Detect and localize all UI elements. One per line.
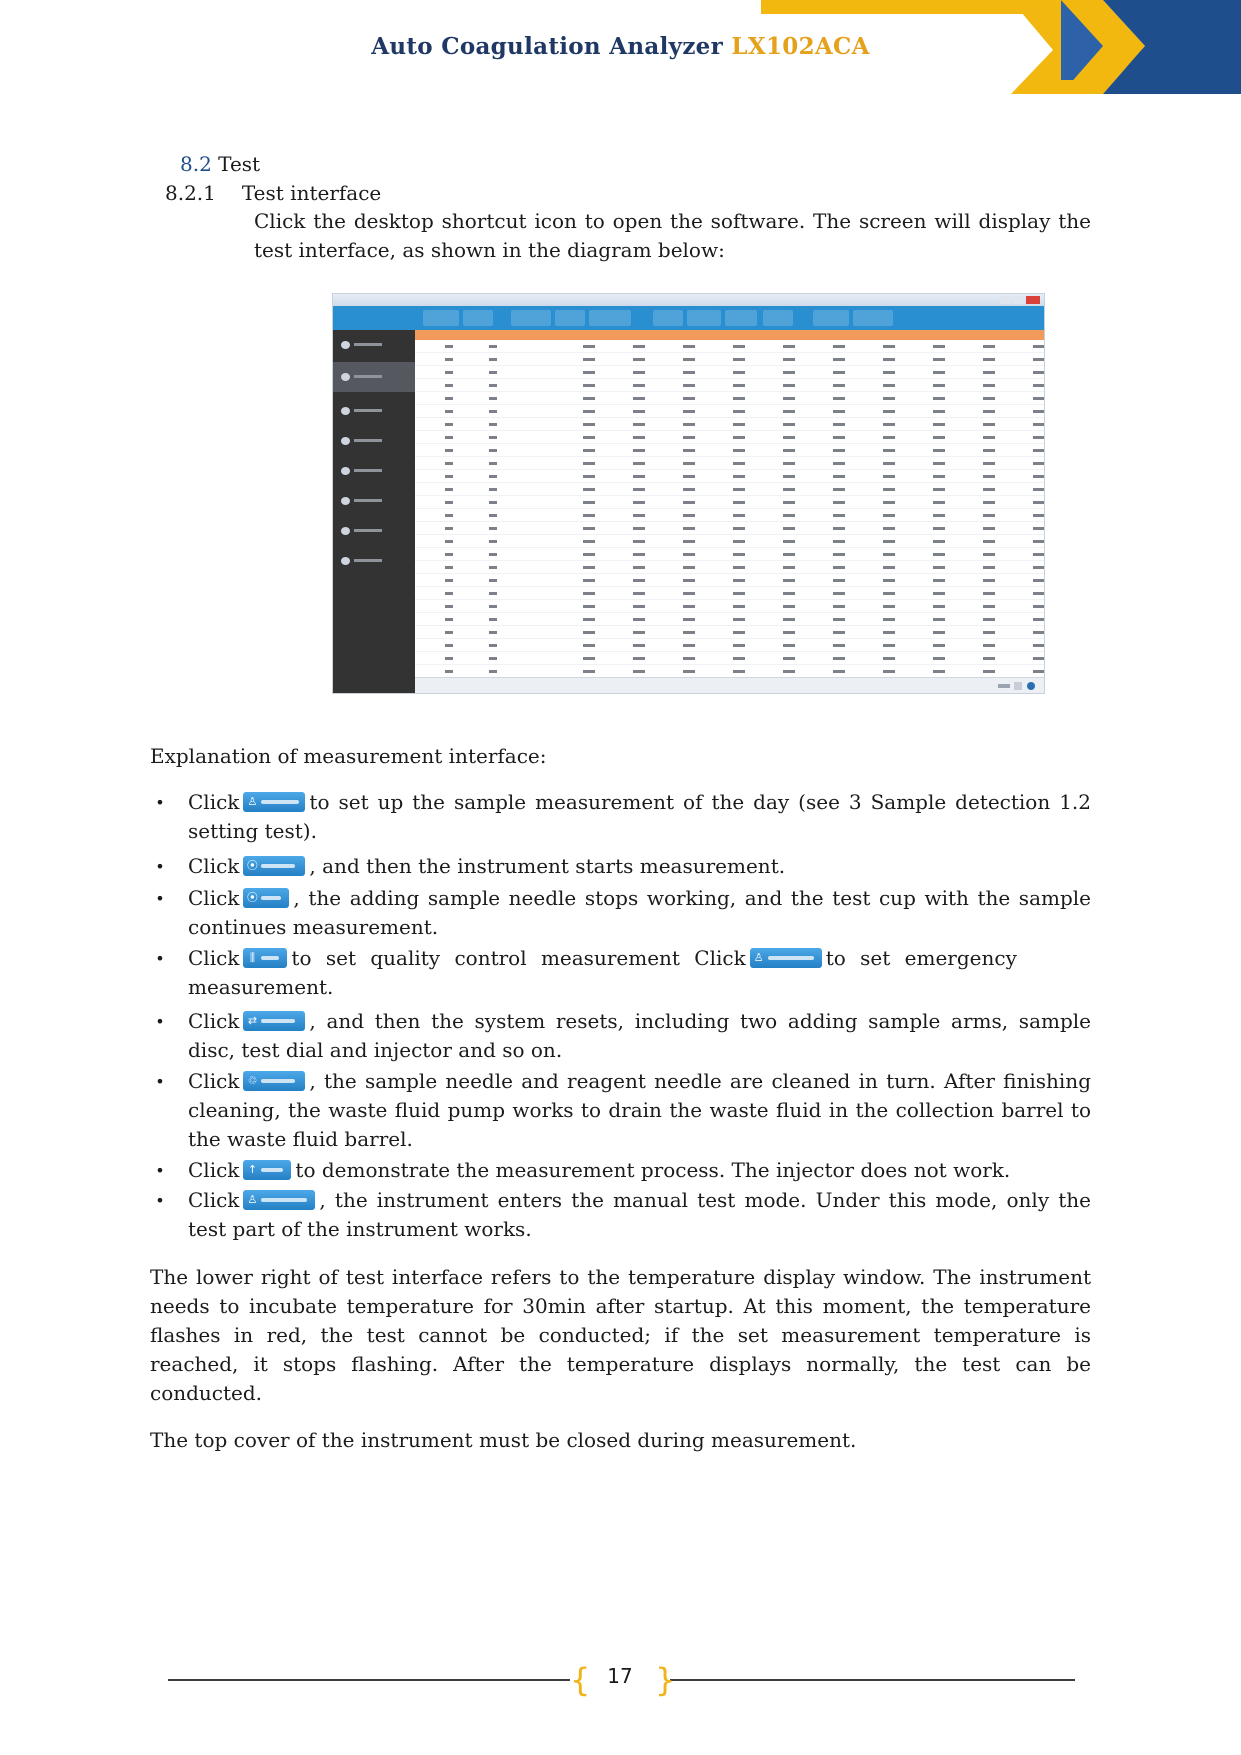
bullet-icon: • [155, 889, 165, 908]
screenshot-toolbar [333, 306, 1044, 330]
bullet-icon: • [155, 1191, 165, 1210]
header-title: Auto Coagulation Analyzer LX102ACA [371, 33, 870, 60]
test-interface-screenshot [332, 293, 1045, 694]
screenshot-table-grid [415, 340, 1045, 680]
section-number: 8.2 [180, 152, 212, 176]
subsection-title: Test interface [241, 181, 382, 205]
bullet-icon: • [155, 1012, 165, 1031]
bullet-icon: • [155, 1161, 165, 1180]
cover-paragraph: The top cover of the instrument must be closed during measurement. [150, 1428, 857, 1452]
intro-paragraph: Click the desktop shortcut icon to open the software. The screen will display the test interface, as shown in the diagram below: [254, 209, 1091, 262]
screenshot-table [415, 330, 1044, 677]
explanation-heading: Explanation of measurement interface: [150, 744, 547, 768]
screenshot-sidebar [333, 330, 415, 693]
clean-icon: ♲ [243, 1071, 305, 1091]
reset-icon: ⇄ [243, 1011, 305, 1031]
footer-rule-left [168, 1679, 570, 1681]
sample-icon: ♙ [243, 792, 305, 812]
bullet-icon: • [155, 793, 165, 812]
qc-icon: ⫼ [243, 948, 287, 968]
footer-brace-left: { [570, 1661, 591, 1699]
footer-rule-right [670, 1679, 1075, 1681]
subsection-heading [165, 179, 381, 207]
screenshot-status-bar [415, 677, 1044, 693]
manual-calibration-icon: ♙ [243, 1190, 315, 1210]
bullet-icon: • [155, 949, 165, 968]
page-number: 17 [607, 1664, 633, 1688]
bullet-icon: • [155, 857, 165, 876]
demo-icon: ↑ [243, 1160, 291, 1180]
emergency-icon: ♙ [750, 948, 822, 968]
bullet-icon: • [155, 1072, 165, 1091]
screenshot-titlebar [333, 294, 1044, 306]
section-title: Test [218, 152, 261, 176]
window-controls-icon [1000, 296, 1040, 304]
section-heading [180, 150, 260, 178]
footer-brace-right: } [655, 1661, 676, 1699]
stop-icon: ⦿ [243, 888, 289, 908]
temperature-paragraph: The lower right of test interface refers to the temperature display window. The instrument needs to incubate temperature for 30min after startup. At this moment, the temperature flashes in red, the test cannot be conducted; if the set measurement temperature is reached, it stops flashing. After the temperature displays normally, the test can be conducted. [150, 1265, 1091, 1405]
subsection-number: 8.2.1 [165, 181, 216, 205]
start-icon: ⦿ [243, 856, 305, 876]
